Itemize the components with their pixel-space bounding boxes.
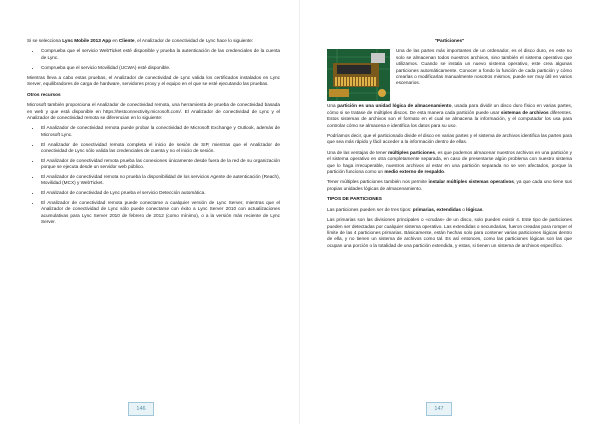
list-item: • El Analizador de conectividad de Lync prueba el servicio Detección automática. <box>41 190 280 196</box>
partition-types-paragraph: Las particiones pueden ser de tres tipos: primarias, extendidas o lógicas. <box>327 206 484 212</box>
list-item: • Comprueba que el servicio Movilidad (UCWA) esté disponible. <box>41 65 280 71</box>
validation-paragraph: Mientras lleva a cabo estas pruebas, el Analizador de conectividad de Lync valida los certificados instalados en Lync Server, equilibradores de carga de hardware, servidores proxy y el equipo en el que se esté ejecutando las pruebas. <box>27 75 280 87</box>
page-title: "Particiones" <box>434 38 465 43</box>
partition-details-paragraph: Las primarias son las divisiones principales o «crudas» de un disco, solo pueden existir 4. Este tipo de particiones pueden ser detectadas por cualquier sistema operativo. Las extendidas o secundarias, fueron creadas para romper el límite de las 4 particiones primarias. Básicamente, están hechas solo para contener varias particiones lógicas dentro de ella, y no tienen un sistema de archivos como tal. Es así entonces, como las particiones lógicas son las que ocupan una porción o la totalidad de una partición extendida, y estas, si tienen un sistema de archivos específico. <box>327 217 572 248</box>
section-heading: Otros recursos <box>27 91 61 97</box>
page-number: 146 <box>128 402 154 416</box>
page-number: 147 <box>426 402 452 416</box>
differences-list <box>27 125 280 225</box>
right-page <box>300 0 600 424</box>
list-item: • Comprueba que el servicio WebTicket esté disponible y prueba la autenticación de las credenciales de la cuenta de Lync. <box>41 48 280 61</box>
advantages-paragraph: Una de las ventajas de tener múltiples particiones, es que podemos almacenar nuestros archivos en una partición y el sistema operativo en otra completamente separada, en caso de presentarse algún problema con nuestro sistema que lo haga irrecuperable, nuestros archivos al estar en una partición separada no se ven afectados, porque la partición funciona como un medio externo de respaldo. <box>327 149 572 175</box>
list-item: • El Analizador de conectividad remota puede probar la conectividad de Microsoft Exchange y Outlook, además de Microsoft Lync. <box>41 125 280 138</box>
multi-os-paragraph: Tener múltiples particiones también nos permite instalar múltiples sistemas operativos, ya que cada uno tiene sus propias unidades lógicas de almacenamiento. <box>327 179 572 191</box>
intro-paragraph: Si se selecciona Lync Mobile 2013 App en Cliente, el Analizador de conectividad de Lync hace lo siguiente: <box>27 38 254 43</box>
checks-list <box>27 48 280 71</box>
list-item: • El Analizador de conectividad remota no prueba la disponibilidad de los servicios Agente de autenticación (Reach), Movilidad (MCX) y WebTicket. <box>41 174 280 187</box>
hard-drive-circuit-image <box>327 49 390 101</box>
list-item: • El Analizador de conectividad remota puede conectarse a cualquier versión de Lync Server, mientras que el Analizador de conectividad de Lync sólo puede conectarse con éxito a Lync Server 2010 con actualizaciones acumulativas para Lync Server 2010 de febrero de 2012 (como mínimo), o a la versión más reciente de Lync Server. <box>41 200 280 226</box>
intro-paragraph: Una de las partes más importantes de un ordenador, es el disco duro, en este no solo se almacenan todos nuestros archivos, sino también el sistema operativo que utilizamos. Cuando se instala un nuevo sistema operativo, este crea algunas particiones automáticamente. Conocer a fondo la función de cada partición y cómo crearlas o modificarlas manualmente nosotros mismos, puede ser muy útil en varios escenarios. <box>327 48 572 86</box>
resources-paragraph: Microsoft también proporciona el Analizador de conectividad remota, una herramienta de prueba de conectividad basada en web y que está disponible en https://testconnectivity.microsoft.com/. El Analizador de conectividad de Lync y el Analizador de conectividad remota se diferencian en lo siguiente: <box>27 102 280 121</box>
list-item: • El Analizador de conectividad remota prueba las conexiones únicamente desde fuera de la red de su organización porque se ejecuta desde un servidor web público. <box>41 158 280 171</box>
list-item: • El Analizador de conectividad remota completa el inicio de sesión de SIP, mientras que el Analizador de conectividad de Lync sólo valida las credenciales de cuenta y no el inicio de sesión. <box>41 142 280 155</box>
section-heading: TIPOS DE PARTICIONES <box>327 196 382 202</box>
partitioning-paragraph: Podríamos decir, que el particionado divide el disco en varias partes y el sistema de archivos identifica las partes para que sea más rápido y fácil acceder a la información dentro de ellas. <box>327 133 572 145</box>
partition-definition-paragraph: Una partición es una unidad lógica de almacenamiento, usada para dividir un disco duro físico en varias partes, cómo si se tratase de múltiples discos. De esta manera cada partición puede usar sistemas de archivos diferentes. Estos sistemas de archivos son el formato en el cual se almacena la información, y el computador los usa para controlar cómo se almacena e identifica los datos para su uso. <box>327 103 572 128</box>
